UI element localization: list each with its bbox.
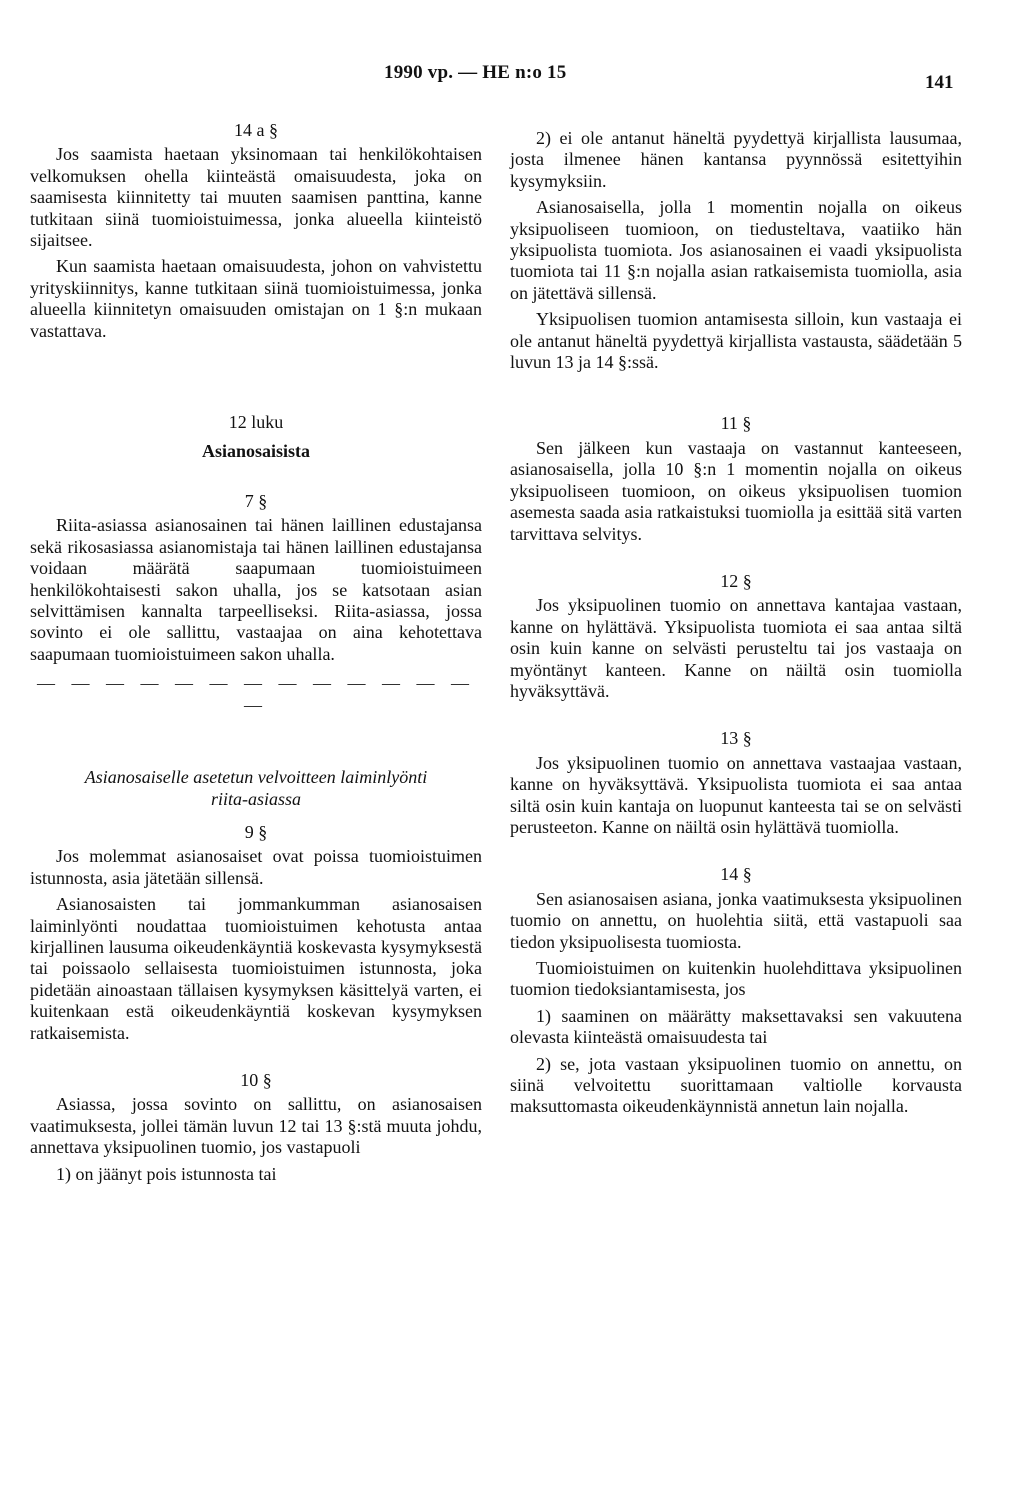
paragraph: Tuomioistuimen on kuitenkin huolehdittava yksipuolinen tuomion tiedoksiantamisesta, jos: [510, 958, 962, 1000]
paragraph: Riita-asiassa asianosainen tai hänen laillinen edustajansa sekä rikosasiassa asianomistaja tai hänen laillinen edustajansa voidaan määrätä saapumaan tuomioistuimeen henkilökohtaisesti sakon uhalla, jos se katsotaan asian selvittämisen kannalta tarpeelliseksi. Riita-asiassa, jossa sovinto ei ole sallittu, vastaajaa on aina kehotettava saapumaan tuomioistuimeen sakon uhalla.: [30, 515, 482, 664]
paragraph: Asiassa, jossa sovinto on sallittu, on asianosaisen vaatimuksesta, jollei tämän luvun 12 tai 13 §:stä muuta johdu, annettava yksipuolinen tuomio, jos vastapuoli: [30, 1094, 482, 1158]
paragraph: Asianosaisten tai jommankumman asianosaisen laiminlyönti noudattaa tuomioistuimen kehotusta antaa kirjallinen lausuma oikeudenkäyntiä koskevasta kysymyksestä tai poissaolo sellaisesta tuomioistuimen istunnosta, joka pidetään ainoastaan tällaisen kysymyksen käsittelyä varten, ei kuitenkaan estä oikeudenkäyntiä koskevan kysymyksen ratkaisemista.: [30, 894, 482, 1043]
section-heading-10: 10 §: [240, 1070, 272, 1090]
omission-dashes: — — — — — — — — — — — — — —: [37, 673, 475, 715]
paragraph: Jos saamista haetaan yksinomaan tai henkilökohtaisen velkomuksen ohella kiinteästä omaisuudesta, joka on saamisesta kiinnitetty tai muuten saamisen panttina, kanne tutkitaan siinä tuomioistuimessa, jonka alueella kiinteistö sijaitsee.: [30, 144, 482, 251]
left-column: [30, 120, 482, 1185]
paragraph: Jos yksipuolinen tuomio on annettava kantajaa vastaan, kanne on hylättävä. Yksipuolista tuomiota ei saa antaa siltä osin kuin kanne on selvästi perusteltu tai jos vastaaja on myöntänyt kanteen. Kanne on näiltä osin tuomiolla hyväksyttävä.: [510, 595, 962, 701]
paragraph: Yksipuolisen tuomion antamisesta silloin, kun vastaaja ei ole antanut häneltä pyydettyä kirjallista vastausta, säädetään 5 luvun 13 ja 14 §:ssä.: [510, 309, 962, 373]
chapter-number: 12 luku: [228, 412, 284, 433]
section-heading-7: 7 §: [244, 490, 268, 511]
paragraph: Kun saamista haetaan omaisuudesta, johon on vahvistettu yrityskiinnitys, kanne tutkitaan siinä tuomioistuimessa, jonka alueella kiinnitetyn omaisuuden omistajan on 1 §:n mukaan vastattava.: [30, 256, 482, 341]
chapter-title: Asianosaisista: [201, 441, 311, 462]
page-number: 141: [925, 72, 954, 93]
section-heading-13: 13 §: [720, 728, 752, 749]
italic-heading-line-2: riita-asiassa: [210, 788, 302, 809]
paragraph: 1) saaminen on määrätty maksettavaksi sen vakuutena olevasta kiinteästä omaisuudesta tai: [510, 1005, 962, 1048]
paragraph: 1) on jäänyt pois istunnosta tai: [56, 1163, 277, 1184]
section-heading-14a: 14 a §: [234, 120, 278, 140]
paragraph: Jos yksipuolinen tuomio on annettava vastaajaa vastaan, kanne on hyväksyttävä. Yksipuolista tuomiota ei saa antaa siltä osin kuin kantaja on luopunut kanteesta tai se on selvästi perusteeton. Kanne on näiltä osin hylättävä tuomiolla.: [510, 752, 962, 837]
paragraph: 2) se, jota vastaan yksipuolinen tuomio on annettu, on siinä velvoitettu suorittamaan valtiolle korvausta maksuttomasta oikeudenkäynnistä annetun lain nojalla.: [510, 1053, 962, 1117]
section-heading-11: 11 §: [720, 413, 752, 434]
paragraph: 2) ei ole antanut häneltä pyydettyä kirjallista lausumaa, josta ilmenee hänen kantansa pyynnössä esitettyihin kysymyksiin.: [510, 128, 962, 191]
section-heading-14: 14 §: [720, 864, 752, 885]
italic-heading-line-1: Asianosaiselle asetetun velvoitteen laiminlyönti: [84, 766, 428, 787]
paragraph: Sen asianosaisen asiana, jonka vaatimuksesta yksipuolinen tuomio on annettu, on huolehtia siitä, että vastapuoli saa tiedon yksipuolisesta tuomiosta.: [510, 888, 962, 952]
section-heading-12: 12 §: [720, 570, 752, 591]
page-header: [0, 62, 1024, 92]
paragraph: Sen jälkeen kun vastaaja on vastannut kanteeseen, asianosaisella, jolla 10 §:n 1 momentin nojalla on oikeus yksipuoliseen tuomioon, on oikeus yksipuolisen tuomion asemesta saada asia ratkaistuksi tuomiolla ja esittää sitä varten tarvittava selvitys.: [510, 437, 962, 544]
right-column: [510, 120, 962, 1118]
paragraph: Asianosaisella, jolla 1 momentin nojalla on oikeus yksipuoliseen tuomioon, on tiedusteltava, vaatiiko hän yksipuolista tuomiota. Jos asianosainen ei vaadi yksipuolista tuomiota tai 11 §:n nojalla asian ratkaisemista tuomiolla, asia on jätettävä sillensä.: [510, 197, 962, 303]
running-head: 1990 vp. — HE n:o 15: [384, 62, 567, 83]
section-heading-9: 9 §: [244, 821, 268, 842]
paragraph: Jos molemmat asianosaiset ovat poissa tuomioistuimen istunnosta, asia jätetään sillensä.: [30, 846, 482, 888]
